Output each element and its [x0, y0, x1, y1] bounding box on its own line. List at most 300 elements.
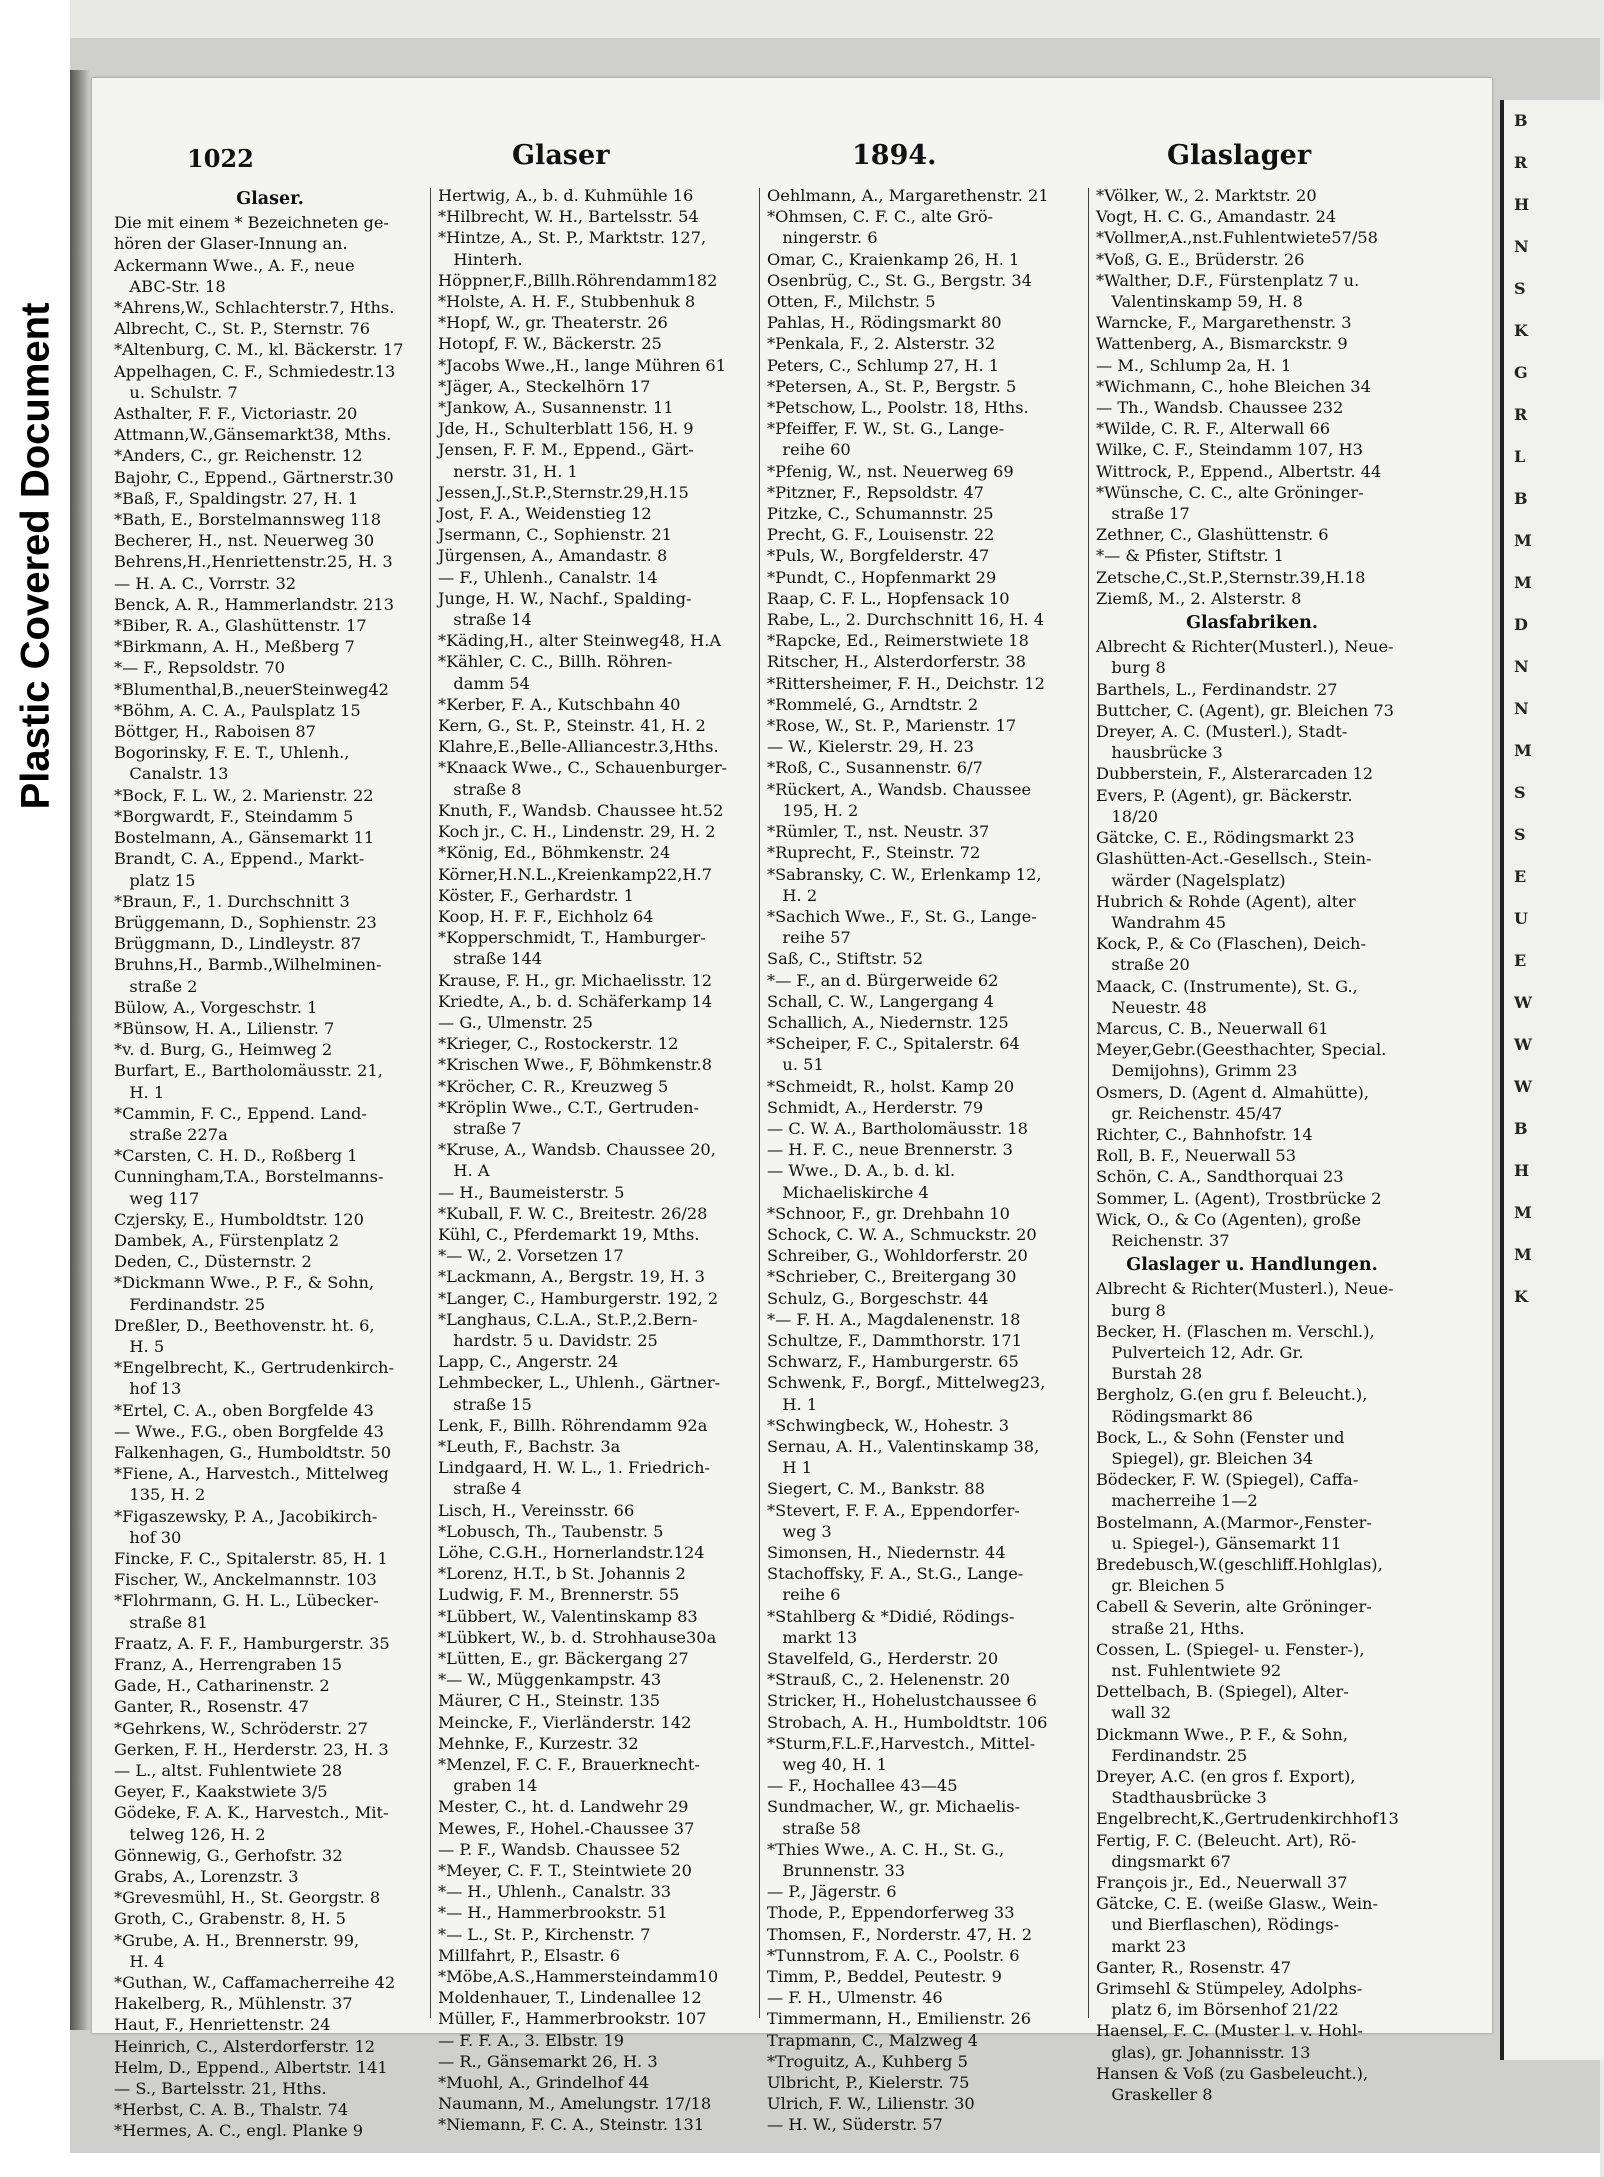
directory-entry: Simonsen, H., Niedernstr. 44: [767, 1543, 1006, 1562]
directory-entry: *Vollmer,A.,nst.Fuhlentwiete57/58: [1096, 228, 1378, 248]
directory-entry: Michaeliskirche 4: [767, 1182, 929, 1202]
directory-entry: *Puls, W., Borgfelderstr. 47: [767, 546, 990, 566]
directory-entry: Lisch, H., Vereinsstr. 66: [438, 1500, 635, 1520]
directory-entry: Wilke, C. F., Steindamm 107, H3: [1096, 440, 1363, 460]
directory-entry: *Grevesmühl, H., St. Georgstr. 8: [114, 1888, 381, 1908]
directory-entry: Ackermann Wwe., A. F., neue: [114, 255, 355, 275]
directory-entry: Deden, C., Düsternstr. 2: [114, 1252, 312, 1272]
directory-entry: dingsmarkt 67: [1096, 1851, 1231, 1871]
directory-entry: weg 117: [114, 1188, 200, 1208]
directory-entry: Thomsen, F., Norderstr. 47, H. 2: [767, 1924, 1033, 1944]
directory-entry: hardstr. 5 u. Davidstr. 25: [438, 1330, 658, 1350]
directory-entry: *Pfenig, W., nst. Neuerweg 69: [767, 461, 1014, 481]
directory-entry: Lindgaard, H. W. L., 1. Friedrich-: [438, 1458, 711, 1478]
directory-entry: Benck, A. R., Hammerlandstr. 213: [114, 594, 395, 614]
directory-entry: *König, Ed., Böhmkenstr. 24: [438, 843, 671, 863]
directory-entry: *Voß, G. E., Brüderstr. 26: [1096, 249, 1305, 269]
directory-entry: Mewes, F., Hohel.-Chaussee 37: [438, 1818, 695, 1838]
directory-entry: François jr., Ed., Neuerwall 37: [1096, 1873, 1348, 1893]
section-title-glasfabriken: Glasfabriken.: [1186, 613, 1318, 634]
directory-entry: hausbrücke 3: [1096, 743, 1223, 763]
directory-entry: Asthalter, F. F., Victoriastr. 20: [114, 404, 358, 424]
directory-entry: *Strauß, C., 2. Helenenstr. 20: [767, 1670, 1010, 1690]
directory-entry: Krause, F. H., gr. Michaelisstr. 12: [438, 970, 713, 990]
directory-entry: macherreihe 1—2: [1096, 1491, 1258, 1511]
next-page-fragment: R: [1514, 153, 1528, 172]
directory-entry: Sundmacher, W., gr. Michaelis-: [767, 1797, 1021, 1817]
directory-entry: *Rommelé, G., Arndtstr. 2: [767, 694, 979, 714]
next-page-fragment: N: [1514, 657, 1529, 676]
directory-entry: H 1: [767, 1458, 812, 1478]
directory-entry: Lenk, F., Billh. Röhrendamm 92a: [438, 1415, 708, 1435]
directory-entry: — C. W. A., Bartholomäusstr. 18: [767, 1118, 1028, 1138]
directory-entry: — S., Bartelsstr. 21, Hths.: [114, 2079, 327, 2099]
directory-entry: *Herbst, C. A. B., Thalstr. 74: [114, 2100, 349, 2120]
directory-entry: Knuth, F., Wandsb. Chaussee ht.52: [438, 800, 724, 820]
directory-entry: *— W., 2. Vorsetzen 17: [438, 1246, 624, 1266]
directory-entry: *Tunnstrom, F. A. C., Poolstr. 6: [767, 1945, 1020, 1965]
directory-entry: *Lorenz, H.T., b St. Johannis 2: [438, 1564, 686, 1584]
directory-entry: 135, H. 2: [114, 1485, 206, 1505]
directory-entry: — H. W., Süderstr. 57: [767, 2115, 943, 2135]
directory-entry: *Pfeiffer, F. W., St. G., Lange-: [767, 419, 1005, 439]
directory-entry: *Penkala, F., 2. Alsterstr. 32: [767, 334, 996, 354]
directory-entry: Raap, C. F. L., Hopfensack 10: [767, 588, 1010, 608]
directory-entry: straße 21, Hths.: [1096, 1618, 1245, 1638]
directory-entry: straße 81: [114, 1612, 208, 1632]
directory-entry: *Ruprecht, F., Steinstr. 72: [767, 843, 981, 863]
directory-entry: Timmermann, H., Emilienstr. 26: [767, 2009, 1032, 2029]
directory-entry: *Hermes, A. C., engl. Planke 9: [114, 2121, 364, 2141]
directory-entry: Saß, C., Stiftstr. 52: [767, 949, 924, 969]
directory-entry: Becherer, H., nst. Neuerweg 30: [114, 531, 375, 551]
directory-entry: — F., Uhlenh., Canalstr. 14: [438, 567, 658, 587]
directory-entry: Bogorinsky, F. E. T., Uhlenh.,: [114, 743, 350, 763]
entry-list: [767, 185, 1079, 2136]
directory-entry: — M., Schlump 2a, H. 1: [1096, 355, 1292, 375]
directory-entry: Richter, C., Bahnhofstr. 14: [1096, 1124, 1313, 1144]
directory-entry: *Rapcke, Ed., Reimerstwiete 18: [767, 631, 1029, 651]
next-page-edge: [1500, 100, 1604, 2060]
directory-entry: Helm, D., Eppend., Albertstr. 141: [114, 2057, 388, 2077]
directory-entry: straße 144: [438, 949, 543, 969]
directory-entry: — F. H., Ulmenstr. 46: [767, 1988, 943, 2008]
directory-entry: Canalstr. 13: [114, 764, 229, 784]
directory-entry: Rabe, L., 2. Durchschnitt 16, H. 4: [767, 610, 1045, 630]
directory-entry: Dambek, A., Fürstenplatz 2: [114, 1230, 340, 1250]
directory-entry: Kühl, C., Pferdemarkt 19, Mths.: [438, 1224, 700, 1244]
header-left-title: Glaser: [512, 140, 610, 171]
directory-entry: weg 40, H. 1: [767, 1755, 887, 1775]
directory-entry: Osenbrüg, C., St. G., Bergstr. 34: [767, 270, 1032, 290]
next-page-fragment: U: [1514, 909, 1528, 928]
running-header: [187, 140, 1487, 188]
directory-entry: Dettelbach, B. (Spiegel), Alter-: [1096, 1682, 1349, 1702]
directory-entry: Brüggemann, D., Sophienstr. 23: [114, 912, 377, 932]
directory-entry: Dickmann Wwe., P. F., & Sohn,: [1096, 1724, 1348, 1744]
directory-entry: *Rückert, A., Wandsb. Chaussee: [767, 779, 1032, 799]
directory-entry: reihe 60: [767, 440, 851, 460]
column-2: [438, 185, 750, 2135]
entry-list: [1096, 636, 1408, 1251]
directory-entry: *Wilde, C. R. F., Alterwall 66: [1096, 419, 1331, 439]
directory-entry: Stadthausbrücke 3: [1096, 1788, 1267, 1808]
directory-entry: Dreyer, A.C. (en gros f. Export),: [1096, 1767, 1356, 1787]
entry-list: [1096, 185, 1408, 609]
directory-entry: Stavelfeld, G., Herderstr. 20: [767, 1649, 999, 1669]
directory-entry: — P., Jägerstr. 6: [767, 1882, 897, 1902]
directory-entry: *Flohrmann, G. H. L., Lübecker-: [114, 1591, 379, 1611]
directory-entry: — H., Baumeisterstr. 5: [438, 1182, 625, 1202]
directory-entry: Pahlas, H., Rödingsmarkt 80: [767, 313, 1002, 333]
directory-entry: *Figaszewsky, P. A., Jacobikirch-: [114, 1506, 378, 1526]
directory-entry: Hotopf, F. W., Bäckerstr. 25: [438, 334, 662, 354]
directory-entry: Oehlmann, A., Margarethenstr. 21: [767, 186, 1049, 205]
directory-entry: *Sachich Wwe., F., St. G., Lange-: [767, 906, 1037, 926]
directory-entry: Bajohr, C., Eppend., Gärtnerstr.30: [114, 467, 394, 487]
directory-entry: Höppner,F.,Billh.Röhrendamm182: [438, 270, 718, 290]
directory-entry: Marcus, C. B., Neuerwall 61: [1096, 1018, 1329, 1038]
directory-entry: *Blumenthal,B.,neuerSteinweg42: [114, 679, 389, 699]
directory-entry: Kock, P., & Co (Flaschen), Deich-: [1096, 934, 1366, 954]
directory-entry: *Rümler, T., nst. Neustr. 37: [767, 822, 990, 842]
directory-entry: Moldenhauer, T., Lindenallee 12: [438, 1988, 702, 2008]
next-page-fragment: G: [1514, 363, 1528, 382]
directory-entry: straße 58: [767, 1818, 861, 1838]
next-page-fragment: S: [1514, 825, 1526, 844]
binding-shadow: [70, 70, 90, 2030]
directory-entry: *Ahrens,W., Schlachterstr.7, Hths.: [114, 298, 395, 318]
directory-entry: Hansen & Voß (zu Gasbeleucht.),: [1096, 2063, 1369, 2083]
directory-entry: *Völker, W., 2. Marktstr. 20: [1096, 186, 1317, 205]
directory-entry: Spiegel), gr. Bleichen 34: [1096, 1448, 1314, 1468]
next-page-fragment: H: [1514, 195, 1530, 214]
directory-entry: *Käding,H., alter Steinweg48, H.A: [438, 631, 722, 651]
directory-entry: Körner,H.N.L.,Kreienkamp22,H.7: [438, 864, 712, 884]
directory-entry: *Krischen Wwe., F, Böhmkenstr.8: [438, 1055, 713, 1075]
next-page-fragment: N: [1514, 699, 1529, 718]
directory-entry: Becker, H. (Flaschen m. Verschl.),: [1096, 1321, 1375, 1341]
directory-entry: — P. F., Wandsb. Chaussee 52: [438, 1839, 681, 1859]
directory-entry: Glashütten-Act.-Gesellsch., Stein-: [1096, 849, 1372, 869]
next-page-fragment: M: [1514, 531, 1532, 550]
directory-entry: *Meyer, C. F. T., Steintwiete 20: [438, 1861, 692, 1881]
next-page-fragment: S: [1514, 279, 1526, 298]
sidebar-label: Plastic Covered Document: [13, 302, 58, 810]
next-page-fragment: B: [1514, 489, 1528, 508]
directory-entry: Otten, F., Milchstr. 5: [767, 292, 936, 312]
directory-entry: Bülow, A., Vorgeschstr. 1: [114, 997, 318, 1017]
next-page-fragment: E: [1514, 951, 1527, 970]
directory-entry: *Kerber, F. A., Kutschbahn 40: [438, 694, 681, 714]
next-page-fragment: S: [1514, 783, 1526, 802]
directory-entry: *— F. H. A., Magdalenenstr. 18: [767, 1309, 1021, 1329]
directory-entry: *Schwingbeck, W., Hohestr. 3: [767, 1415, 1010, 1435]
directory-entry: Meincke, F., Vierländerstr. 142: [438, 1712, 692, 1732]
directory-entry: *Roß, C., Susannenstr. 6/7: [767, 758, 983, 778]
directory-entry: Bödecker, F. W. (Spiegel), Caffa-: [1096, 1470, 1359, 1490]
directory-entry: Mester, C., ht. d. Landwehr 29: [438, 1797, 689, 1817]
directory-entry: *Jankow, A., Susannenstr. 11: [438, 398, 674, 418]
directory-entry: *Sturm,F.L.F.,Harvestch., Mittel-: [767, 1733, 1036, 1753]
directory-entry: *Wünsche, C. C., alte Gröninger-: [1096, 482, 1364, 502]
directory-entry: *Kröplin Wwe., C.T., Gertruden-: [438, 1097, 700, 1117]
directory-entry: Naumann, M., Amelungstr. 17/18: [438, 2094, 712, 2114]
column-rule: [430, 188, 431, 2018]
directory-entry: damm 54: [438, 673, 530, 693]
directory-entry: *Ohmsen, C. F. C., alte Grö-: [767, 207, 994, 227]
directory-entry: *Muohl, A., Grindelhof 44: [438, 2073, 650, 2093]
directory-entry: Lehmbecker, L., Uhlenh., Gärtner-: [438, 1373, 721, 1393]
directory-entry: *Böhm, A. C. A., Paulsplatz 15: [114, 700, 361, 720]
directory-entry: *Lübbert, W., Valentinskamp 83: [438, 1606, 698, 1626]
directory-entry: Schallich, A., Niedernstr. 125: [767, 1012, 1009, 1032]
directory-entry: Löhe, C.G.H., Hornerlandstr.124: [438, 1543, 705, 1562]
directory-entry: *Wichmann, C., hohe Bleichen 34: [1096, 376, 1371, 396]
directory-entry: Gönnewig, G., Gerhofstr. 32: [114, 1845, 343, 1865]
directory-entry: *Anders, C., gr. Reichenstr. 12: [114, 446, 363, 466]
directory-entry: *Lübkert, W., b. d. Strohhause30a: [438, 1627, 717, 1647]
directory-entry: Schock, C. W. A., Schmuckstr. 20: [767, 1224, 1037, 1244]
directory-entry: Rödingsmarkt 86: [1096, 1406, 1253, 1426]
header-right-title: Glaslager: [1167, 140, 1312, 171]
entry-list: [114, 255, 426, 2142]
sidebar-banner: [0, 0, 70, 2177]
directory-entry: *Bünsow, H. A., Lilienstr. 7: [114, 1018, 335, 1038]
directory-entry: ningerstr. 6: [767, 228, 878, 248]
directory-entry: Schultze, F., Dammthorstr. 171: [767, 1330, 1022, 1350]
directory-entry: Czjersky, E., Humboldtstr. 120: [114, 1209, 364, 1229]
column-rule: [759, 188, 760, 2018]
directory-entry: — F., Hochallee 43—45: [767, 1776, 958, 1796]
directory-entry: Stricker, H., Hohelustchaussee 6: [767, 1691, 1037, 1711]
next-page-fragment: K: [1514, 321, 1528, 340]
directory-entry: straße 20: [1096, 955, 1190, 975]
directory-entry: reihe 57: [767, 928, 851, 948]
next-page-fragment: W: [1514, 1077, 1532, 1096]
directory-entry: burg 8: [1096, 658, 1166, 678]
next-page-fragment: E: [1514, 867, 1527, 886]
directory-entry: *Guthan, W., Caffamacherreihe 42: [114, 1973, 396, 1993]
directory-entry: *Baß, F., Spaldingstr. 27, H. 1: [114, 488, 359, 508]
directory-page: [92, 78, 1492, 2141]
directory-entry: *Lackmann, A., Bergstr. 19, H. 3: [438, 1267, 705, 1287]
column-1: [114, 185, 426, 2141]
directory-entry: Fischer, W., Anckelmannstr. 103: [114, 1570, 377, 1590]
directory-entry: Schön, C. A., Sandthorquai 23: [1096, 1167, 1344, 1187]
directory-entry: *— & Pfister, Stiftstr. 1: [1096, 546, 1284, 566]
directory-entry: Gerken, F. H., Herderstr. 23, H. 3: [114, 1739, 389, 1759]
directory-entry: Pitzke, C., Schumannstr. 25: [767, 504, 994, 524]
column-4: [1096, 185, 1408, 2105]
directory-entry: Strobach, A. H., Humboldtstr. 106: [767, 1712, 1048, 1732]
directory-entry: *Troguitz, A., Kuhberg 5: [767, 2051, 968, 2071]
directory-entry: Zetsche,C.,St.P.,Sternstr.39,H.18: [1096, 567, 1366, 587]
directory-entry: Wittrock, P., Eppend., Albertstr. 44: [1096, 461, 1382, 481]
directory-entry: Schmidt, A., Herderstr. 79: [767, 1097, 984, 1117]
directory-entry: Valentinskamp 59, H. 8: [1096, 292, 1303, 312]
directory-entry: *Bock, F. L. W., 2. Marienstr. 22: [114, 785, 374, 805]
directory-entry: nst. Fuhlentwiete 92: [1096, 1661, 1282, 1681]
directory-entry: Bostelmann, A.(Marmor-,Fenster-: [1096, 1512, 1372, 1532]
directory-entry: Precht, G. F., Louisenstr. 22: [767, 525, 995, 545]
directory-entry: *Petersen, A., St. P., Bergstr. 5: [767, 376, 1017, 396]
directory-entry: Koch jr., C. H., Lindenstr. 29, H. 2: [438, 822, 716, 842]
directory-entry: — L., altst. Fuhlentwiete 28: [114, 1761, 343, 1781]
directory-entry: — G., Ulmenstr. 25: [438, 1012, 593, 1032]
directory-entry: *Pundt, C., Hopfenmarkt 29: [767, 567, 997, 587]
directory-entry: Osmers, D. (Agent d. Almahütte),: [1096, 1082, 1369, 1102]
directory-entry: Lapp, C., Angerstr. 24: [438, 1352, 619, 1372]
directory-entry: gr. Bleichen 5: [1096, 1576, 1225, 1596]
next-page-fragment: R: [1514, 405, 1528, 424]
directory-entry: straße 14: [438, 610, 532, 630]
directory-entry: Böttger, H., Raboisen 87: [114, 722, 316, 742]
directory-entry: Behrens,H.,Henriettenstr.25, H. 3: [114, 552, 393, 572]
directory-entry: Burfart, E., Bartholomäusstr. 21,: [114, 1061, 383, 1081]
directory-entry: *— H., Uhlenh., Canalstr. 33: [438, 1882, 672, 1902]
directory-entry: Heinrich, C., Alsterdorferstr. 12: [114, 2036, 376, 2056]
directory-entry: Geyer, F., Kaakstwiete 3/5: [114, 1782, 328, 1802]
directory-entry: *Schmeidt, R., holst. Kamp 20: [767, 1076, 1015, 1096]
directory-entry: *— L., St. P., Kirchenstr. 7: [438, 1924, 651, 1944]
directory-entry: straße 227a: [114, 1124, 228, 1144]
directory-entry: Vogt, H. C. G., Amandastr. 24: [1096, 207, 1337, 227]
directory-entry: Trapmann, C., Malzweg 4: [767, 2030, 979, 2050]
directory-entry: Jensen, F. F. M., Eppend., Gärt-: [438, 440, 694, 460]
directory-entry: *Leuth, F., Bachstr. 3a: [438, 1436, 621, 1456]
directory-entry: Bergholz, G.(en gru f. Beleucht.),: [1096, 1385, 1368, 1405]
footer-strip: [70, 2153, 1600, 2177]
directory-entry: *Schnoor, F., gr. Drehbahn 10: [767, 1203, 1010, 1223]
directory-entry: — F. F. A., 3. Elbstr. 19: [438, 2030, 625, 2050]
directory-entry: *Hintze, A., St. P., Marktstr. 127,: [438, 228, 707, 248]
next-page-fragment: D: [1514, 615, 1528, 634]
directory-entry: *Sabransky, C. W., Erlenkamp 12,: [767, 864, 1042, 884]
directory-entry: gr. Reichenstr. 45/47: [1096, 1103, 1283, 1123]
directory-entry: Sernau, A. H., Valentinskamp 38,: [767, 1436, 1040, 1456]
next-page-fragment: B: [1514, 1119, 1528, 1138]
directory-entry: Kern, G., St. P., Steinstr. 41, H. 2: [438, 716, 706, 736]
directory-entry: Ziemß, M., 2. Alsterstr. 8: [1096, 588, 1302, 608]
directory-entry: *— W., Müggenkampstr. 43: [438, 1670, 662, 1690]
directory-entry: Gätcke, C. E., Rödingsmarkt 23: [1096, 828, 1355, 848]
directory-entry: *Altenburg, C. M., kl. Bäckerstr. 17: [114, 340, 404, 360]
directory-entry: *Engelbrecht, K., Gertrudenkirch-: [114, 1358, 394, 1378]
directory-entry: Wick, O., & Co (Agenten), große: [1096, 1209, 1362, 1229]
next-page-fragment: L: [1514, 447, 1526, 466]
directory-entry: Grimsehl & Stümpeley, Adolphs-: [1096, 1979, 1363, 1999]
entry-list: [1096, 1278, 1408, 2105]
next-page-fragment: M: [1514, 1203, 1532, 1222]
directory-entry: *Knaack Wwe., C., Schauenburger-: [438, 758, 728, 778]
directory-entry: H. A: [438, 1161, 490, 1181]
directory-entry: Bostelmann, A., Gänsemarkt 11: [114, 828, 375, 848]
directory-entry: Kriedte, A., b. d. Schäferkamp 14: [438, 991, 713, 1011]
directory-entry: — Th., Wandsb. Chaussee 232: [1096, 398, 1344, 418]
directory-entry: Thode, P., Eppendorferweg 33: [767, 1903, 1015, 1923]
directory-entry: Franz, A., Herrengraben 15: [114, 1655, 343, 1675]
directory-entry: — W., Kielerstr. 29, H. 23: [767, 737, 974, 757]
directory-entry: H. 5: [114, 1336, 165, 1356]
directory-entry: Appelhagen, C. F., Schmiedestr.13: [114, 361, 396, 381]
directory-entry: Dreyer, A. C. (Musterl.), Stadt-: [1096, 722, 1348, 742]
directory-entry: *Fiene, A., Harvestch., Mittelweg: [114, 1464, 389, 1484]
directory-entry: burg 8: [1096, 1300, 1166, 1320]
directory-entry: Haensel, F. C. (Muster l. v. Hohl-: [1096, 2021, 1363, 2041]
directory-entry: *Petschow, L., Poolstr. 18, Hths.: [767, 398, 1029, 418]
entry-list: [438, 185, 750, 2136]
directory-entry: Cossen, L. (Spiegel- u. Fenster-),: [1096, 1639, 1365, 1659]
directory-entry: u. Spiegel-), Gänsemarkt 11: [1096, 1533, 1342, 1553]
directory-entry: Schall, C. W., Langergang 4: [767, 991, 994, 1011]
directory-entry: Dubberstein, F., Alsterarcaden 12: [1096, 764, 1374, 784]
directory-entry: Koop, H. F. F., Eichholz 64: [438, 906, 654, 926]
directory-entry: Falkenhagen, G., Humboldtstr. 50: [114, 1442, 392, 1462]
directory-entry: straße 17: [1096, 504, 1190, 524]
section-title-glaslager: Glaslager u. Handlungen.: [1126, 1255, 1378, 1276]
next-page-fragment: M: [1514, 1245, 1532, 1264]
column-rule: [1088, 188, 1089, 2018]
directory-entry: reihe 6: [767, 1585, 841, 1605]
directory-entry: Bock, L., & Sohn (Fenster und: [1096, 1427, 1345, 1447]
directory-entry: Ulbricht, P., Kielerstr. 75: [767, 2073, 970, 2093]
directory-entry: Attmann,W.,Gänsemarkt38, Mths.: [114, 425, 392, 445]
directory-entry: Siegert, C. M., Bankstr. 88: [767, 1479, 985, 1499]
directory-entry: *Kröcher, C. R., Kreuzweg 5: [438, 1076, 669, 1096]
directory-entry: Reichenstr. 37: [1096, 1230, 1230, 1250]
directory-entry: H. 1: [114, 1082, 165, 1102]
directory-entry: straße 15: [438, 1394, 532, 1414]
directory-entry: Ferdinandstr. 25: [114, 1294, 266, 1314]
directory-entry: *Walther, D.F., Fürstenplatz 7 u.: [1096, 270, 1360, 290]
directory-entry: *Birkmann, A. H., Meßberg 7: [114, 637, 355, 657]
next-page-fragment: K: [1514, 1287, 1528, 1306]
next-page-fragment: B: [1514, 111, 1528, 130]
directory-entry: *Kähler, C. C., Billh. Röhren-: [438, 652, 673, 672]
directory-entry: Brandt, C. A., Eppend., Markt-: [114, 849, 365, 869]
directory-entry: *Gehrkens, W., Schröderstr. 27: [114, 1718, 368, 1738]
directory-entry: *Kruse, A., Wandsb. Chaussee 20,: [438, 1140, 716, 1160]
directory-entry: Jürgensen, A., Amandastr. 8: [438, 546, 668, 566]
directory-entry: Millfahrt, P., Elsastr. 6: [438, 1945, 621, 1965]
directory-entry: *Jacobs Wwe.,H., lange Mühren 61: [438, 355, 727, 375]
directory-entry: Hubrich & Rohde (Agent), alter: [1096, 891, 1356, 911]
directory-entry: Hertwig, A., b. d. Kuhmühle 16: [438, 186, 694, 205]
directory-entry: Pulverteich 12, Adr. Gr.: [1096, 1342, 1304, 1362]
directory-entry: Schulz, G., Borgeschstr. 44: [767, 1288, 989, 1308]
directory-entry: Mäurer, C H., Steinstr. 135: [438, 1691, 661, 1711]
directory-entry: H. 1: [767, 1394, 818, 1414]
directory-entry: *Thies Wwe., A. C. H., St. G.,: [767, 1839, 1005, 1859]
section-title-glaser: Glaser.: [236, 189, 304, 209]
directory-entry: *Langhaus, C.L.A., St.P.,2.Bern-: [438, 1309, 698, 1329]
next-page-fragment: M: [1514, 573, 1532, 592]
directory-entry: *Kopperschmidt, T., Hamburger-: [438, 928, 706, 948]
directory-entry: *Jäger, A., Steckelhörn 17: [438, 376, 651, 396]
directory-entry: Barthels, L., Ferdinandstr. 27: [1096, 679, 1338, 699]
directory-entry: Engelbrecht,K.,Gertrudenkirchhof13: [1096, 1809, 1399, 1829]
directory-entry: Cabell & Severin, alte Gröninger-: [1096, 1597, 1372, 1617]
directory-entry: u. Schulstr. 7: [114, 382, 238, 402]
directory-entry: Köster, F., Gerhardstr. 1: [438, 885, 634, 905]
directory-entry: 195, H. 2: [767, 800, 859, 820]
directory-entry: *Hopf, W., gr. Theaterstr. 26: [438, 313, 668, 333]
directory-entry: *Braun, F., 1. Durchschnitt 3: [114, 891, 350, 911]
directory-entry: *Langer, C., Hamburgerstr. 192, 2: [438, 1288, 719, 1308]
directory-entry: wärder (Nagelsplatz): [1096, 870, 1286, 890]
directory-entry: *Bath, E., Borstelmannsweg 118: [114, 510, 382, 530]
